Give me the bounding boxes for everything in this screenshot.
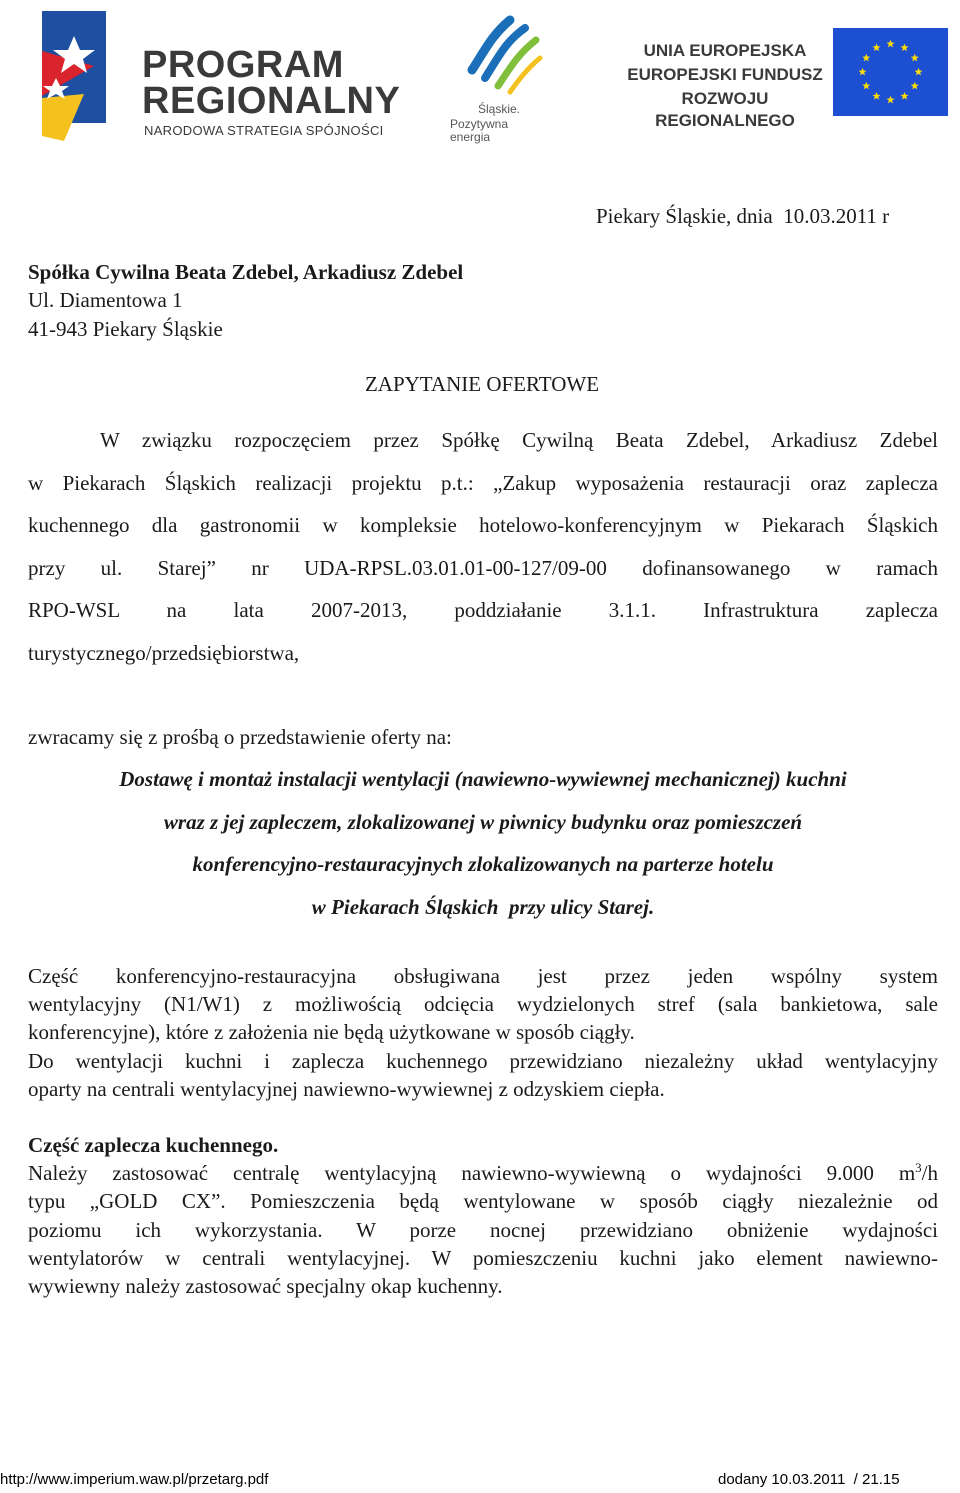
kitchen-heading: Część zaplecza kuchennego. bbox=[28, 1133, 279, 1157]
para3-line-3: poziomu ich wykorzystania. W porze nocnej przewidziano obniżenie wydajności bbox=[28, 1218, 938, 1242]
date-line: Piekary Śląskie, dnia 10.03.2011 r bbox=[596, 204, 890, 228]
eu-flag-icon bbox=[833, 28, 948, 116]
subject-line-4: w Piekarach Śląskich przy ulicy Starej. bbox=[311, 895, 655, 919]
footer-url[interactable]: http://www.imperium.waw.pl/przetarg.pdf bbox=[0, 1471, 269, 1488]
para3-line-2: typu „GOLD CX”. Pomieszczenia będą wentylowane w sposób ciągły niezależnie od bbox=[28, 1189, 938, 1213]
para3-line-4: wentylatorów w centrali wentylacyjnej. W pomieszczeniu kuchni jako element nawiewno- bbox=[28, 1246, 938, 1270]
intro-line-5: RPO-WSL na lata 2007-2013, poddziałanie 3.1.1. Infrastruktura zaplecza bbox=[28, 598, 938, 622]
program-regionalny-emblem-icon bbox=[34, 6, 114, 146]
program-logo-line2: REGIONALNY bbox=[142, 80, 401, 122]
intro-line-3: kuchennego dla gastronomii w kompleksie hotelowo-konferencyjnym w Piekarach Śląskich bbox=[28, 513, 938, 537]
subject-line-2: wraz z jej zapleczem, zlokalizowanej w piwnicy budynku oraz pomieszczeń bbox=[163, 810, 803, 834]
intro-line-6: turystycznego/przedsiębiorstwa, bbox=[28, 641, 300, 665]
program-logo-line3: NARODOWA STRATEGIA SPÓJNOŚCI bbox=[144, 123, 384, 138]
page-title: ZAPYTANIE OFERTOWE bbox=[364, 372, 600, 396]
program-regionalny-logo bbox=[34, 6, 401, 146]
para2-line-2: oparty na centrali wentylacyjnej nawiewno-wywiewnej z odzyskiem ciepła. bbox=[28, 1077, 665, 1101]
slaskie-waves-icon bbox=[440, 10, 550, 100]
sender-street: Ul. Diamentowa 1 bbox=[28, 288, 183, 312]
ue-logo-line2: EUROPEJSKI FUNDUSZ bbox=[627, 65, 823, 84]
ue-logo-line1: UNIA EUROPEJSKA bbox=[643, 41, 807, 60]
sender-city: 41-943 Piekary Śląskie bbox=[28, 317, 223, 341]
ue-logo-line3: ROZWOJU REGIONALNEGO bbox=[655, 89, 795, 130]
para3-line-1 bbox=[28, 1159, 938, 1187]
para1-line-3: konferencyjne), które z założenia nie będą użytkowane w sposób ciągły. bbox=[28, 1020, 635, 1044]
para1-line-1: Część konferencyjno-restauracyjna obsługiwana jest przez jeden wspólny system bbox=[28, 964, 938, 988]
program-logo-line1: PROGRAM bbox=[142, 44, 344, 86]
intro-line-4: przy ul. Starej” nr UDA-RPSL.03.01.01-00-127/09-00 dofinansowanego w ramach bbox=[28, 556, 938, 580]
ue-logo bbox=[625, 28, 955, 130]
para3-line-1-unit: /h bbox=[921, 1161, 938, 1185]
slaskie-logo-line2: Pozytywna energia bbox=[450, 117, 509, 144]
sender-name: Spółka Cywilna Beata Zdebel, Arkadiusz Zdebel bbox=[28, 260, 464, 284]
subject-line-3: konferencyjno-restauracyjnych zlokalizowanych na parterze hotelu bbox=[192, 852, 774, 876]
intro-line-1: W związku rozpoczęciem przez Spółkę Cywilną Beata Zdebel, Arkadiusz Zdebel bbox=[100, 428, 938, 452]
footer-added: dodany 10.03.2011 / 21.15 bbox=[718, 1471, 900, 1488]
slaskie-logo-line1: Śląskie. bbox=[478, 102, 521, 116]
subject-line-1: Dostawę i montaż instalacji wentylacji (nawiewno-wywiewnej mechanicznej) kuchni bbox=[119, 767, 847, 791]
request-line: zwracamy się z prośbą o przedstawienie oferty na: bbox=[28, 725, 452, 749]
intro-line-2: w Piekarach Śląskich realizacji projektu p.t.: „Zakup wyposażenia restauracji oraz zaplecza bbox=[28, 471, 938, 495]
para3-line-1-text: Należy zastosować centralę wentylacyjną nawiewno-wywiewną o wydajności 9.000 m bbox=[28, 1161, 916, 1185]
para2-line-1: Do wentylacji kuchni i zaplecza kuchennego przewidziano niezależny układ wentylacyjny bbox=[28, 1049, 938, 1073]
para3-line-5: wywiewny należy zastosować specjalny okap kuchenny. bbox=[28, 1274, 503, 1298]
para1-line-2: wentylacyjny (N1/W1) z możliwością odcięcia wydzielonych stref (sala bankietowa, sale bbox=[28, 992, 938, 1016]
para3-line-1-sup: 3 bbox=[915, 1160, 922, 1175]
slaskie-logo bbox=[440, 10, 550, 144]
